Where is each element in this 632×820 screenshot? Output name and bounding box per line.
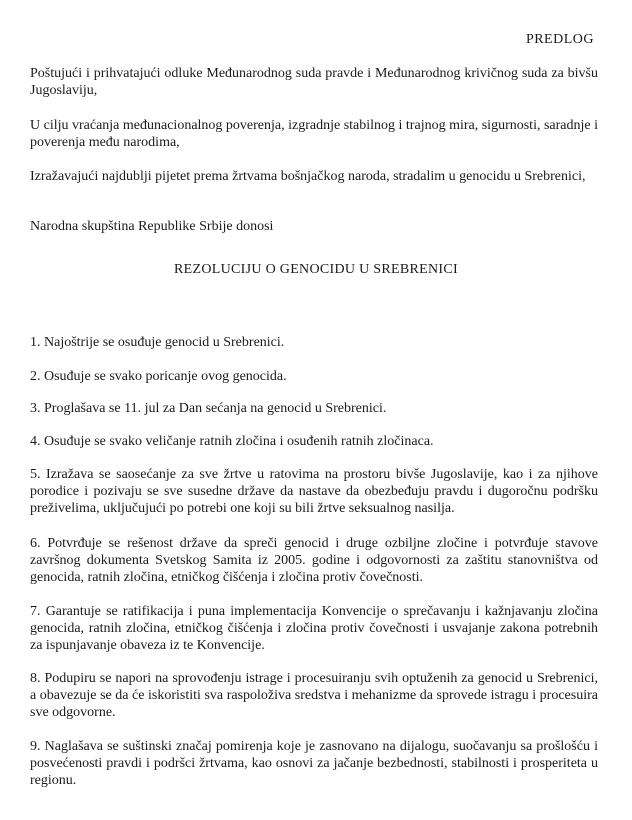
- resolution-item-6: 6. Potvrđuje se rešenost države da spreči genocid i druge ozbiljne zločine i potvrđuje stavove završnog dokumenta Svetskog Samita iz 2005. godine i odgovornosti za zaštitu stanovništva od genocida, ratnih zločina, etničkog čišćenja i zločina protiv čovečnosti.: [30, 536, 598, 585]
- document-title: REZOLUCIJU O GENOCIDU U SREBRENICI: [174, 262, 458, 277]
- document-status-label: PREDLOG: [525, 32, 594, 47]
- resolution-item-5: 5. Izražava se saosećanje za sve žrtve u ratovima na prostoru bivše Jugoslavije, kao i za njihove porodice i pozivaju se sve susedne države da nastave da obezbeđuju pravdu i dugoročnu podršku preživelima, uključujući po potrebi one koji su bili žrtve seksualnog nasilja.: [30, 467, 598, 516]
- resolution-item-7: 7. Garantuje se ratifikacija i puna implementacija Konvencije o sprečavanju i kažnjavanju zločina genocida, ratnih zločina, etničkog čišćenja i zločina protiv čovečnosti i usvajanje zakona potrebnih za ispunjavanje obaveza iz te Konvencije.: [30, 604, 598, 653]
- preamble-paragraph-1: Poštujući i prihvatajući odluke Međunarodnog suda pravde i Međunarodnog krivičnog suda za bivšu Jugoslaviju,: [30, 66, 598, 98]
- preamble-paragraph-2: U cilju vraćanja međunacionalnog poverenja, izgradnje stabilnog i trajnog mira, sigurnosti, saradnje i poverenja među narodima,: [30, 118, 598, 150]
- resolution-item-4: 4. Osuđuje se svako veličanje ratnih zločina i osuđenih ratnih zločinaca.: [30, 434, 434, 449]
- resolution-item-2: 2. Osuđuje se svako poricanje ovog genocida.: [30, 369, 287, 384]
- preamble-paragraph-3: Izražavajući najdublji pijetet prema žrtvama bošnjačkog naroda, stradalim u genocidu u Srebrenici,: [30, 169, 586, 184]
- resolution-item-3: 3. Proglašava se 11. jul za Dan sećanja na genocid u Srebrenici.: [30, 401, 387, 416]
- resolution-item-1: 1. Najoštrije se osuđuje genocid u Srebrenici.: [30, 335, 285, 350]
- preamble-paragraph-4: Narodna skupština Republike Srbije donosi: [30, 219, 274, 234]
- resolution-item-9: 9. Naglašava se suštinski značaj pomirenja koje je zasnovano na dijalogu, suočavanju sa prošlošću i posvećenosti pravdi i podršci žrtvama, kao osnovi za jačanje bezbednosti, stabilnosti i prosperiteta u regionu.: [30, 739, 598, 788]
- resolution-item-8: 8. Podupiru se napori na sprovođenju istrage i procesuiranju svih optuženih za genocid u Srebrenici, a obavezuje se da će iskoristiti sva raspoloživa sredstva i mehanizme da sprovede istragu i procesuira sve odgovorne.: [30, 671, 598, 720]
